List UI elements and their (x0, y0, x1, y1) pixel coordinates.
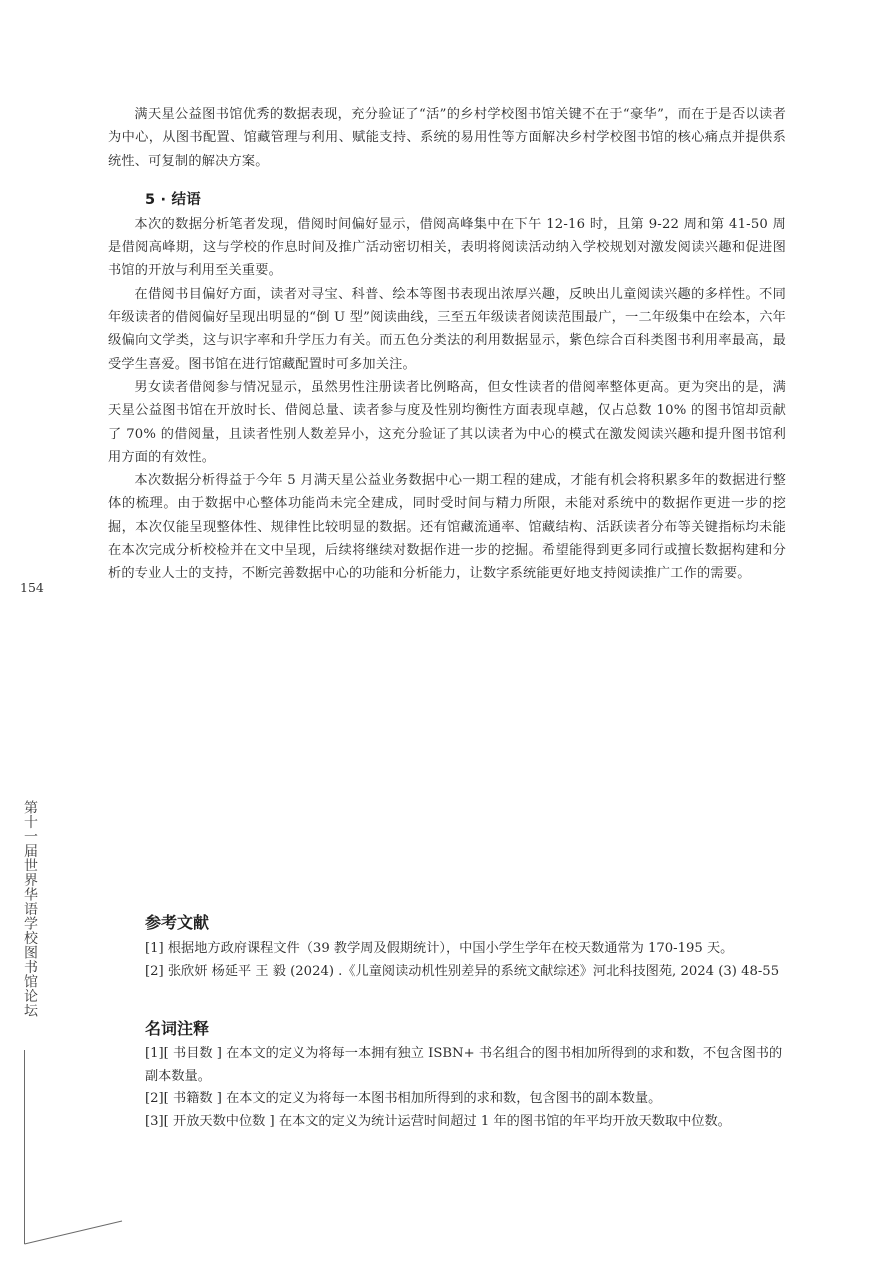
references-heading: 参考文献 (145, 913, 210, 932)
conclusion-paragraph-2: 在借阅书目偏好方面，读者对寻宝、科普、绘本等图书表现出浓厚兴趣，反映出儿童阅读兴趣的多样性。不同年级读者的借阅偏好呈现出明显的“倒 U 型”阅读曲线，三至五年级读者阅读范围最广，一二年级集中在绘本，六年级偏向文学类，这与识字率和升学压力有关。而五色分类法的利用数据显示，紫色综合百科类图书利用率最高，最受学生喜爱。图书馆在进行馆藏配置时可多加关注。 (108, 286, 786, 372)
section-heading-conclusion: 5 · 结语 (145, 191, 201, 208)
reference-item-1: [1] 根据地方政府课程文件（39 教学周及假期统计），中国小学生学年在校天数通常为 170-195 天。 (145, 941, 734, 956)
references-section (145, 911, 795, 983)
conclusion-paragraph-3: 男女读者借阅参与情况显示，虽然男性注册读者比例略高，但女性读者的借阅率整体更高。更为突出的是，满天星公益图书馆在开放时长、借阅总量、读者参与度及性别均衡性方面表现卓越，仅占总数 10% 的图书馆却贡献了 70% 的借阅量，且读者性别人数差异小，这充分验证了其以读者为中心的模式在激发阅读兴趣和提升图书馆利用方面的有效性。 (108, 379, 786, 465)
glossary-item-3: [3][ 开放天数中位数 ] 在本文的定义为统计运营时间超过 1 年的图书馆的年平均开放天数取中位数。 (145, 1113, 731, 1129)
glossary-heading: 名词注释 (145, 1019, 210, 1038)
side-journal-title: 第十一届世界华语学校图书馆论坛 (22, 800, 38, 1018)
reference-item-2: [2] 张欣妍 杨延平 王 毅 (2024) .《儿童阅读动机性别差异的系统文献综述》河北科技图苑, 2024 (3) 48-55 (145, 964, 780, 979)
glossary-item-2: [2][ 书籍数 ] 在本文的定义为将每一本图书相加所得到的求和数，包含图书的副本数量。 (145, 1091, 662, 1106)
intro-paragraph: 满天星公益图书馆优秀的数据表现，充分验证了“活”的乡村学校图书馆关键不在于“豪华”，而在于是否以读者为中心，从图书配置、馆藏管理与利用、赋能支持、系统的易用性等方面解决乡村学校图书馆的核心痛点并提供系统性、可复制的解决方案。 (108, 107, 786, 169)
conclusion-paragraph-4: 本次数据分析得益于今年 5 月满天星公益业务数据中心一期工程的建成，才能有机会将积累多年的数据进行整体的梳理。由于数据中心整体功能尚未完全建成，同时受时间与精力所限，未能对系统中的数据作更进一步的挖掘，本次仅能呈现整体性、规律性比较明显的数据。还有馆藏流通率、馆藏结构、活跃读者分布等关键指标均未能在本次完成分析校检并在文中呈现，后续将继续对数据作进一步的挖掘。希望能得到更多同行或擅长数据构建和分析的专业人士的支持，不断完善数据中心的功能和分析能力，让数字系统能更好地支持阅读推广工作的需要。 (108, 473, 786, 582)
glossary-item-1: [1][ 书目数 ] 在本文的定义为将每一本拥有独立 ISBN+ 书名组合的图书相加所得到的求和数，不包含图书的副本数量。 (145, 1046, 783, 1084)
conclusion-paragraph-1: 本次的数据分析笔者发现，借阅时间偏好显示，借阅高峰集中在下午 12-16 时，且第 9-22 周和第 41-50 周是借阅高峰期，这与学校的作息时间及推广活动密切相关，表明将阅读活动纳入学校规划对激发阅读兴趣和促进图书馆的开放与利用至关重要。 (108, 216, 786, 279)
glossary-section (145, 1017, 795, 1133)
page-number: 154 (20, 580, 44, 595)
side-diagonal-rule (25, 1221, 123, 1244)
